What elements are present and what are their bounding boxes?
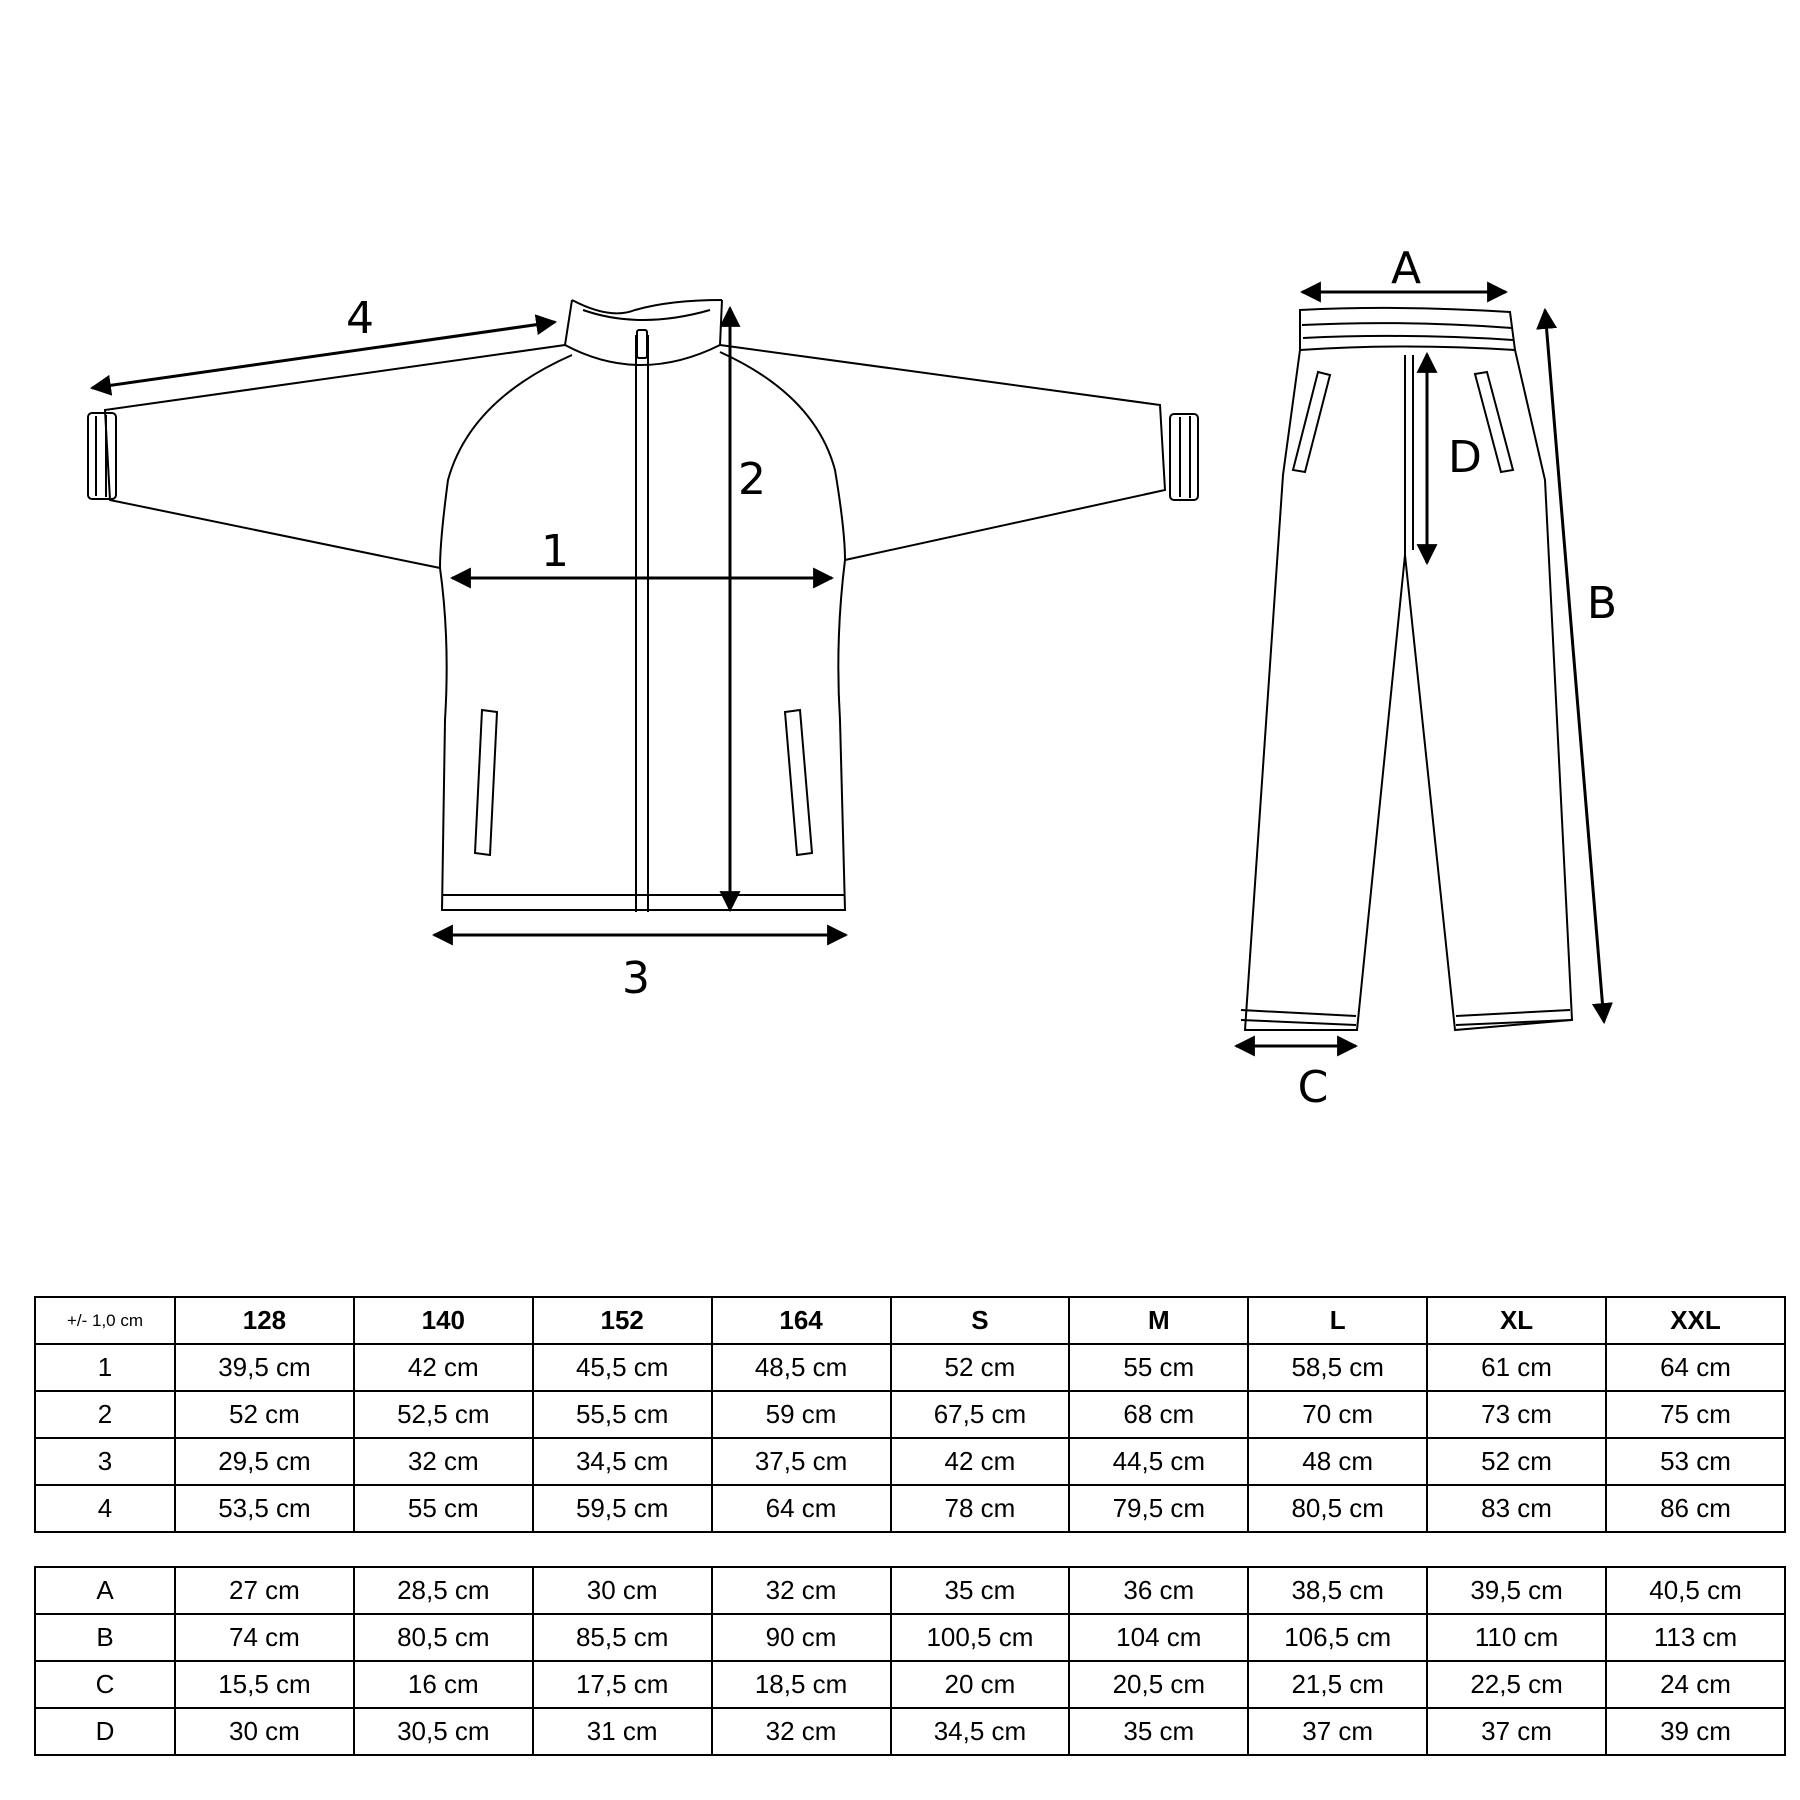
table-cell: 38,5 cm bbox=[1248, 1567, 1427, 1614]
table-cell: 22,5 cm bbox=[1427, 1661, 1606, 1708]
table-cell: 52 cm bbox=[891, 1344, 1070, 1391]
table-cell: 21,5 cm bbox=[1248, 1661, 1427, 1708]
table-row bbox=[35, 1485, 1785, 1532]
table-cell: 104 cm bbox=[1069, 1614, 1248, 1661]
jacket-right-cuff bbox=[1170, 414, 1198, 500]
table-cell: 29,5 cm bbox=[175, 1438, 354, 1485]
table-cell: 37 cm bbox=[1248, 1708, 1427, 1755]
table-cell: 64 cm bbox=[1606, 1344, 1785, 1391]
table-cell: 35 cm bbox=[1069, 1708, 1248, 1755]
table-cell: 32 cm bbox=[354, 1438, 533, 1485]
table-cell: 52 cm bbox=[175, 1391, 354, 1438]
table-cell: 20 cm bbox=[891, 1661, 1070, 1708]
measure-label-a: A bbox=[1390, 243, 1422, 294]
table-cell: 18,5 cm bbox=[712, 1661, 891, 1708]
table-cell: 83 cm bbox=[1427, 1485, 1606, 1532]
table-cell: 16 cm bbox=[354, 1661, 533, 1708]
size-header-cell: 128 bbox=[175, 1297, 354, 1344]
table-cell: 113 cm bbox=[1606, 1614, 1785, 1661]
table-cell: 36 cm bbox=[1069, 1567, 1248, 1614]
table-cell: 30 cm bbox=[533, 1567, 712, 1614]
table-cell: 48,5 cm bbox=[712, 1344, 891, 1391]
size-header-cell: 164 bbox=[712, 1297, 891, 1344]
measure-label-c: C bbox=[1297, 1062, 1329, 1113]
jacket-left-sleeve bbox=[105, 345, 565, 568]
table-row bbox=[35, 1708, 1785, 1755]
table-cell: 55,5 cm bbox=[533, 1391, 712, 1438]
table-cell: 68 cm bbox=[1069, 1391, 1248, 1438]
table-cell: 39,5 cm bbox=[1427, 1567, 1606, 1614]
table-cell: 27 cm bbox=[175, 1567, 354, 1614]
table-cell: 44,5 cm bbox=[1069, 1438, 1248, 1485]
table-row bbox=[35, 1567, 1785, 1614]
table-cell: 30 cm bbox=[175, 1708, 354, 1755]
table-cell: 48 cm bbox=[1248, 1438, 1427, 1485]
row-label: B bbox=[35, 1614, 175, 1661]
row-label: 2 bbox=[35, 1391, 175, 1438]
table-row bbox=[35, 1438, 1785, 1485]
table-row bbox=[35, 1344, 1785, 1391]
table-cell: 70 cm bbox=[1248, 1391, 1427, 1438]
size-header-cell: L bbox=[1248, 1297, 1427, 1344]
table-cell: 74 cm bbox=[175, 1614, 354, 1661]
size-header-row bbox=[35, 1297, 1785, 1344]
table-cell: 78 cm bbox=[891, 1485, 1070, 1532]
table-cell: 52 cm bbox=[1427, 1438, 1606, 1485]
row-label: D bbox=[35, 1708, 175, 1755]
row-label: 4 bbox=[35, 1485, 175, 1532]
table-cell: 67,5 cm bbox=[891, 1391, 1070, 1438]
table-cell: 80,5 cm bbox=[354, 1614, 533, 1661]
measure-arrow-4 bbox=[92, 322, 555, 388]
table-cell: 15,5 cm bbox=[175, 1661, 354, 1708]
jacket-collar bbox=[565, 300, 722, 365]
table-cell: 58,5 cm bbox=[1248, 1344, 1427, 1391]
table-row bbox=[35, 1661, 1785, 1708]
measure-label-1: 1 bbox=[541, 526, 569, 577]
row-label: C bbox=[35, 1661, 175, 1708]
row-label: 3 bbox=[35, 1438, 175, 1485]
table-cell: 86 cm bbox=[1606, 1485, 1785, 1532]
jacket-left-cuff bbox=[88, 413, 116, 499]
row-label: A bbox=[35, 1567, 175, 1614]
measure-label-2: 2 bbox=[738, 454, 766, 505]
table-row bbox=[35, 1614, 1785, 1661]
table-cell: 59,5 cm bbox=[533, 1485, 712, 1532]
table-cell: 59 cm bbox=[712, 1391, 891, 1438]
jacket-drawing bbox=[88, 300, 1198, 912]
table-cell: 34,5 cm bbox=[891, 1708, 1070, 1755]
table-cell: 32 cm bbox=[712, 1708, 891, 1755]
table-cell: 90 cm bbox=[712, 1614, 891, 1661]
table-cell: 39,5 cm bbox=[175, 1344, 354, 1391]
table-cell: 73 cm bbox=[1427, 1391, 1606, 1438]
size-header-cell: XXL bbox=[1606, 1297, 1785, 1344]
table-cell: 35 cm bbox=[891, 1567, 1070, 1614]
table-cell: 75 cm bbox=[1606, 1391, 1785, 1438]
size-header-cell: 152 bbox=[533, 1297, 712, 1344]
row-label: 1 bbox=[35, 1344, 175, 1391]
jacket-left-pocket bbox=[475, 710, 497, 855]
table-cell: 53,5 cm bbox=[175, 1485, 354, 1532]
table-cell: 55 cm bbox=[354, 1485, 533, 1532]
table-cell: 80,5 cm bbox=[1248, 1485, 1427, 1532]
table-cell: 42 cm bbox=[354, 1344, 533, 1391]
jacket-right-pocket bbox=[785, 710, 812, 855]
jacket-size-table bbox=[34, 1296, 1786, 1533]
table-cell: 110 cm bbox=[1427, 1614, 1606, 1661]
measure-label-b: B bbox=[1586, 578, 1618, 629]
table-cell: 34,5 cm bbox=[533, 1438, 712, 1485]
jacket-body bbox=[440, 560, 845, 910]
size-header-cell: M bbox=[1069, 1297, 1248, 1344]
table-cell: 31 cm bbox=[533, 1708, 712, 1755]
table-cell: 53 cm bbox=[1606, 1438, 1785, 1485]
pants-size-table bbox=[34, 1566, 1786, 1756]
table-cell: 79,5 cm bbox=[1069, 1485, 1248, 1532]
table-cell: 39 cm bbox=[1606, 1708, 1785, 1755]
table-row bbox=[35, 1391, 1785, 1438]
size-header-cell: S bbox=[891, 1297, 1070, 1344]
table-cell: 85,5 cm bbox=[533, 1614, 712, 1661]
table-cell: 106,5 cm bbox=[1248, 1614, 1427, 1661]
table-cell: 37 cm bbox=[1427, 1708, 1606, 1755]
measure-label-3: 3 bbox=[622, 953, 650, 1004]
pants-left-pocket bbox=[1293, 372, 1330, 472]
table-cell: 64 cm bbox=[712, 1485, 891, 1532]
jacket-right-sleeve bbox=[720, 345, 1165, 560]
measure-label-4: 4 bbox=[346, 293, 374, 344]
pants-drawing bbox=[1241, 308, 1572, 1030]
table-cell: 30,5 cm bbox=[354, 1708, 533, 1755]
table-cell: 61 cm bbox=[1427, 1344, 1606, 1391]
table-cell: 20,5 cm bbox=[1069, 1661, 1248, 1708]
table-cell: 32 cm bbox=[712, 1567, 891, 1614]
size-header-cell: XL bbox=[1427, 1297, 1606, 1344]
table-cell: 24 cm bbox=[1606, 1661, 1785, 1708]
table-cell: 55 cm bbox=[1069, 1344, 1248, 1391]
table-cell: 37,5 cm bbox=[712, 1438, 891, 1485]
table-cell: 40,5 cm bbox=[1606, 1567, 1785, 1614]
table-cell: 17,5 cm bbox=[533, 1661, 712, 1708]
measure-label-d: D bbox=[1448, 432, 1482, 483]
table-cell: 100,5 cm bbox=[891, 1614, 1070, 1661]
table-cell: 28,5 cm bbox=[354, 1567, 533, 1614]
table-cell: 52,5 cm bbox=[354, 1391, 533, 1438]
table-cell: 42 cm bbox=[891, 1438, 1070, 1485]
pants-outline bbox=[1245, 350, 1572, 1030]
tolerance-cell: +/- 1,0 cm bbox=[35, 1297, 175, 1344]
size-header-cell: 140 bbox=[354, 1297, 533, 1344]
pants-waistband bbox=[1300, 308, 1515, 350]
table-cell: 45,5 cm bbox=[533, 1344, 712, 1391]
